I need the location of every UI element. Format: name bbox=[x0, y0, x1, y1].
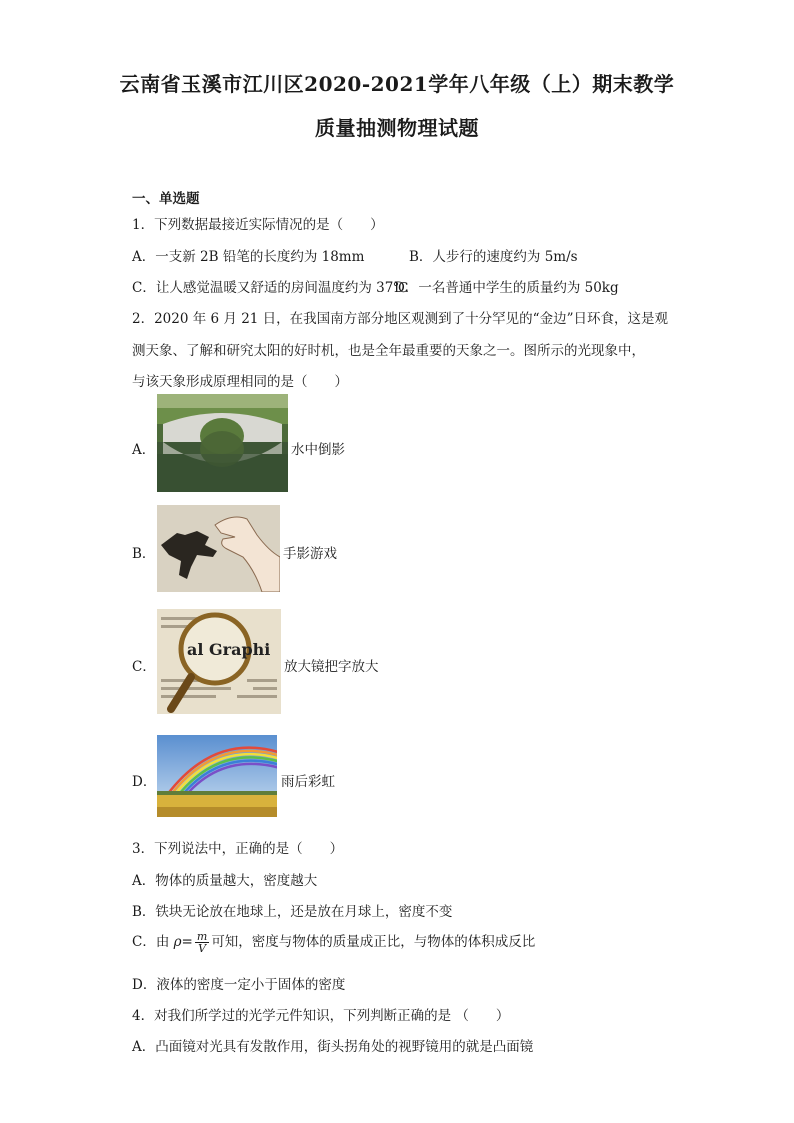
q1-option-c: C．让人感觉温暖又舒适的房间温度约为 37℃ bbox=[132, 280, 409, 296]
fraction-numerator: m bbox=[196, 930, 208, 943]
q2-option-b-letter: B． bbox=[132, 546, 156, 562]
q3-option-c-prefix: C．由 bbox=[132, 934, 174, 950]
density-symbol: ρ= bbox=[173, 934, 193, 950]
bridge-reflection-image bbox=[157, 394, 288, 492]
q4-option-a: A．凸面镜对光具有发散作用，街头拐角处的视野镜用的就是凸面镜 bbox=[132, 1039, 534, 1055]
q1-option-b: B．人步行的速度约为 5m/s bbox=[409, 249, 578, 265]
q2-option-c-letter: C． bbox=[132, 659, 156, 675]
magnifier-text: al Graphi bbox=[187, 640, 271, 659]
fraction-denominator: V bbox=[198, 942, 207, 955]
q1-option-d: D．一名普通中学生的质量约为 50kg bbox=[394, 280, 619, 296]
q3-option-c-suffix: 可知，密度与物体的质量成正比，与物体的体积成反比 bbox=[211, 934, 536, 950]
q2-option-d-caption: 雨后彩虹 bbox=[281, 774, 335, 790]
q2-option-d-letter: D． bbox=[132, 774, 157, 790]
q3-option-c bbox=[132, 930, 535, 954]
section-heading: 一、单选题 bbox=[132, 191, 200, 207]
q1-option-a: A．一支新 2B 铅笔的长度约为 18mm bbox=[132, 249, 365, 265]
exam-title-line2: 质量抽测物理试题 bbox=[315, 116, 479, 140]
density-fraction bbox=[195, 931, 209, 954]
rainbow-image bbox=[157, 735, 277, 817]
magnifier-image bbox=[157, 609, 281, 714]
q3-option-b: B．铁块无论放在地球上，还是放在月球上，密度不变 bbox=[132, 904, 453, 920]
q2-option-a-letter: A． bbox=[132, 442, 156, 458]
q2-stem-line2: 测天象、了解和研究太阳的好时机，也是全年最重要的天象之一。图所示的光现象中， bbox=[132, 343, 645, 359]
q2-option-c-caption: 放大镜把字放大 bbox=[284, 659, 379, 675]
q4-stem: 4．对我们所学过的光学元件知识，下列判断正确的是 （ ） bbox=[132, 1008, 510, 1024]
q2-option-a-caption: 水中倒影 bbox=[291, 442, 345, 458]
q2-stem-line1: 2．2020 年 6 月 21 日，在我国南方部分地区观测到了十分罕见的“金边”日环食，这是观 bbox=[132, 311, 668, 327]
q3-stem: 3．下列说法中，正确的是（ ） bbox=[132, 841, 344, 857]
hand-shadow-image bbox=[157, 505, 280, 592]
q2-stem-line3: 与该天象形成原理相同的是（ ） bbox=[132, 374, 348, 390]
q1-stem: 1．下列数据最接近实际情况的是（ ） bbox=[132, 217, 384, 233]
exam-title-line1: 云南省玉溪市江川区2020-2021学年八年级（上）期末教学 bbox=[119, 72, 675, 96]
q3-option-a: A．物体的质量越大，密度越大 bbox=[132, 873, 318, 889]
q3-option-d: D．液体的密度一定小于固体的密度 bbox=[132, 977, 346, 993]
q2-option-b-caption: 手影游戏 bbox=[283, 546, 337, 562]
